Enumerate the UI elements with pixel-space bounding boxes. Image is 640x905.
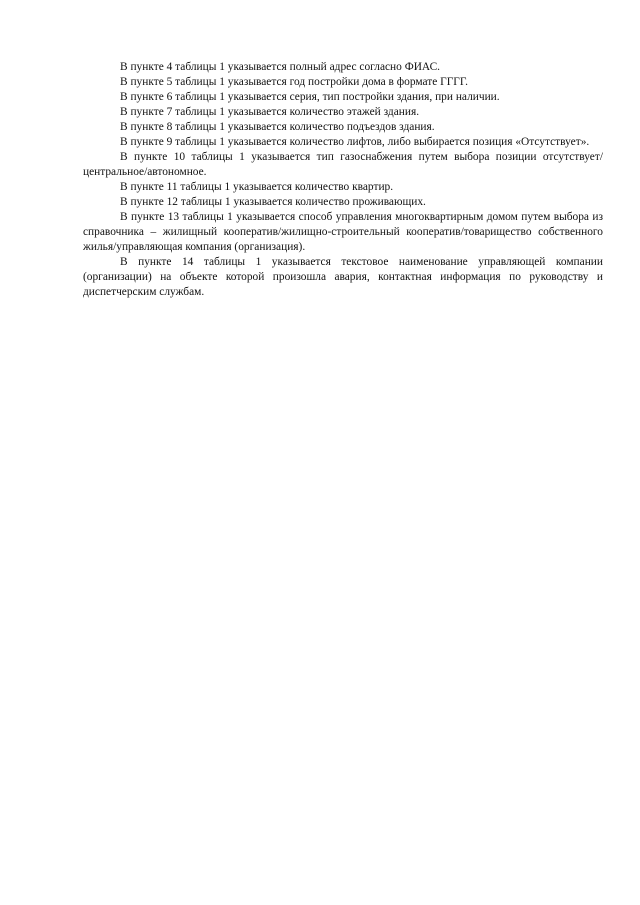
document-body	[83, 60, 603, 300]
paragraph-item-4: В пункте 4 таблицы 1 указывается полный адрес согласно ФИАС.	[120, 61, 441, 73]
paragraph-item-6: В пункте 6 таблицы 1 указывается серия, тип постройки здания, при наличии.	[120, 91, 500, 103]
paragraph-item-12: В пункте 12 таблицы 1 указывается количество проживающих.	[120, 196, 426, 208]
paragraph-item-13: В пункте 13 таблицы 1 указывается способ управления многоквартирным домом путем выбора из справочника – жилищный кооператив/жилищно-строительный кооператив/товарищество собственного жилья/управляющая компания (организация).	[83, 211, 603, 253]
paragraph-item-8: В пункте 8 таблицы 1 указывается количество подъездов здания.	[120, 121, 435, 133]
paragraph-item-10: В пункте 10 таблицы 1 указывается тип газоснабжения путем выбора позиции отсутствует/центральное/автономное.	[83, 151, 603, 178]
paragraph-item-9: В пункте 9 таблицы 1 указывается количество лифтов, либо выбирается позиция «Отсутствует».	[120, 136, 590, 148]
paragraph-item-11: В пункте 11 таблицы 1 указывается количество квартир.	[120, 181, 394, 193]
paragraph-item-7: В пункте 7 таблицы 1 указывается количество этажей здания.	[120, 106, 420, 118]
paragraph-item-14: В пункте 14 таблицы 1 указывается текстовое наименование управляющей компании (организации) на объекте которой произошла авария, контактная информация по руководству и диспетчерским службам.	[83, 256, 603, 298]
paragraph-item-5: В пункте 5 таблицы 1 указывается год постройки дома в формате ГГГГ.	[120, 76, 469, 88]
